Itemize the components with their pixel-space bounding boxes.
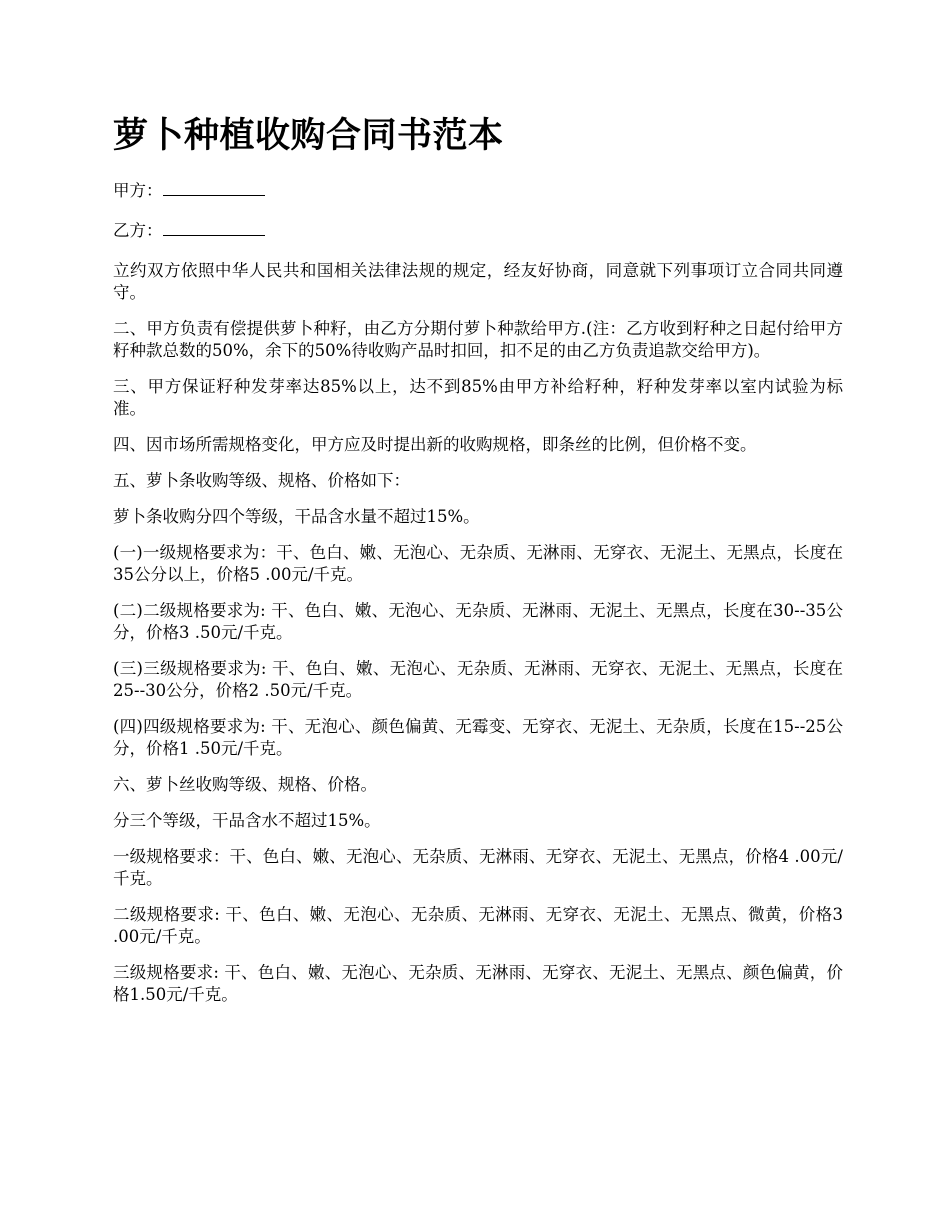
- paragraph-strip-grade-3: (三)三级规格要求为: 干、色白、嫩、无泡心、无杂质、无淋雨、无穿衣、无泥土、无黑点，长度在25--30公分，价格2 .50元/千克。: [113, 659, 843, 700]
- document-page: [113, 112, 843, 1020]
- paragraph-strip-grade-2: (二)二级规格要求为: 干、色白、嫩、无泡心、无杂质、无淋雨、无泥土、无黑点，长度在30--35公分，价格3 .50元/千克。: [113, 601, 843, 642]
- party-a-blank: [163, 181, 265, 196]
- paragraph-shred-grade-3: 三级规格要求: 干、色白、嫩、无泡心、无杂质、无淋雨、无穿衣、无泥土、无黑点、颜色偏黄，价格1.50元/千克。: [113, 963, 843, 1004]
- paragraph-shred-grade-1: 一级规格要求：干、色白、嫩、无泡心、无杂质、无淋雨、无穿衣、无泥土、无黑点，价格4 .00元/千克。: [113, 847, 843, 888]
- paragraph-shred-grades-intro: 分三个等级，干品含水不超过15%。: [113, 811, 381, 830]
- paragraph-clause-6: 六、萝卜丝收购等级、规格、价格。: [113, 775, 377, 794]
- paragraph-clause-4: 四、因市场所需规格变化，甲方应及时提出新的收购规格，即条丝的比例，但价格不变。: [113, 435, 757, 454]
- paragraph-clause-3: 三、甲方保证籽种发芽率达85%以上，达不到85%由甲方补给籽种，籽种发芽率以室内试验为标准。: [113, 377, 843, 418]
- party-b-line: [113, 220, 843, 242]
- party-a-line: [113, 180, 843, 202]
- party-a-label: 甲方：: [113, 181, 163, 200]
- party-b-label: 乙方：: [113, 221, 163, 240]
- paragraph-clause-2: 二、甲方负责有偿提供萝卜种籽，由乙方分期付萝卜种款给甲方.(注：乙方收到籽种之日起付给甲方籽种款总数的50%，余下的50%待收购产品时扣回，扣不足的由乙方负责追款交给甲方)。: [113, 319, 843, 360]
- document-title: 萝卜种植收购合同书范本: [113, 116, 504, 156]
- paragraph-strip-grade-4: (四)四级规格要求为: 干、无泡心、颜色偏黄、无霉变、无穿衣、无泥土、无杂质，长度在15--25公分，价格1 .50元/千克。: [113, 717, 843, 758]
- paragraph-preamble: 立约双方依照中华人民共和国相关法律法规的规定，经友好协商，同意就下列事项订立合同共同遵守。: [113, 261, 843, 302]
- paragraph-strip-grade-1: (一)一级规格要求为：干、色白、嫩、无泡心、无杂质、无淋雨、无穿衣、无泥土、无黑点，长度在35公分以上，价格5 .00元/千克。: [113, 543, 843, 584]
- paragraph-clause-5: 五、萝卜条收购等级、规格、价格如下：: [113, 471, 410, 490]
- paragraph-shred-grade-2: 二级规格要求: 干、色白、嫩、无泡心、无杂质、无淋雨、无穿衣、无泥土、无黑点、微黄，价格3 .00元/千克。: [113, 905, 843, 946]
- party-b-blank: [163, 221, 265, 236]
- paragraph-strip-grades-intro: 萝卜条收购分四个等级，干品含水量不超过15%。: [113, 507, 480, 526]
